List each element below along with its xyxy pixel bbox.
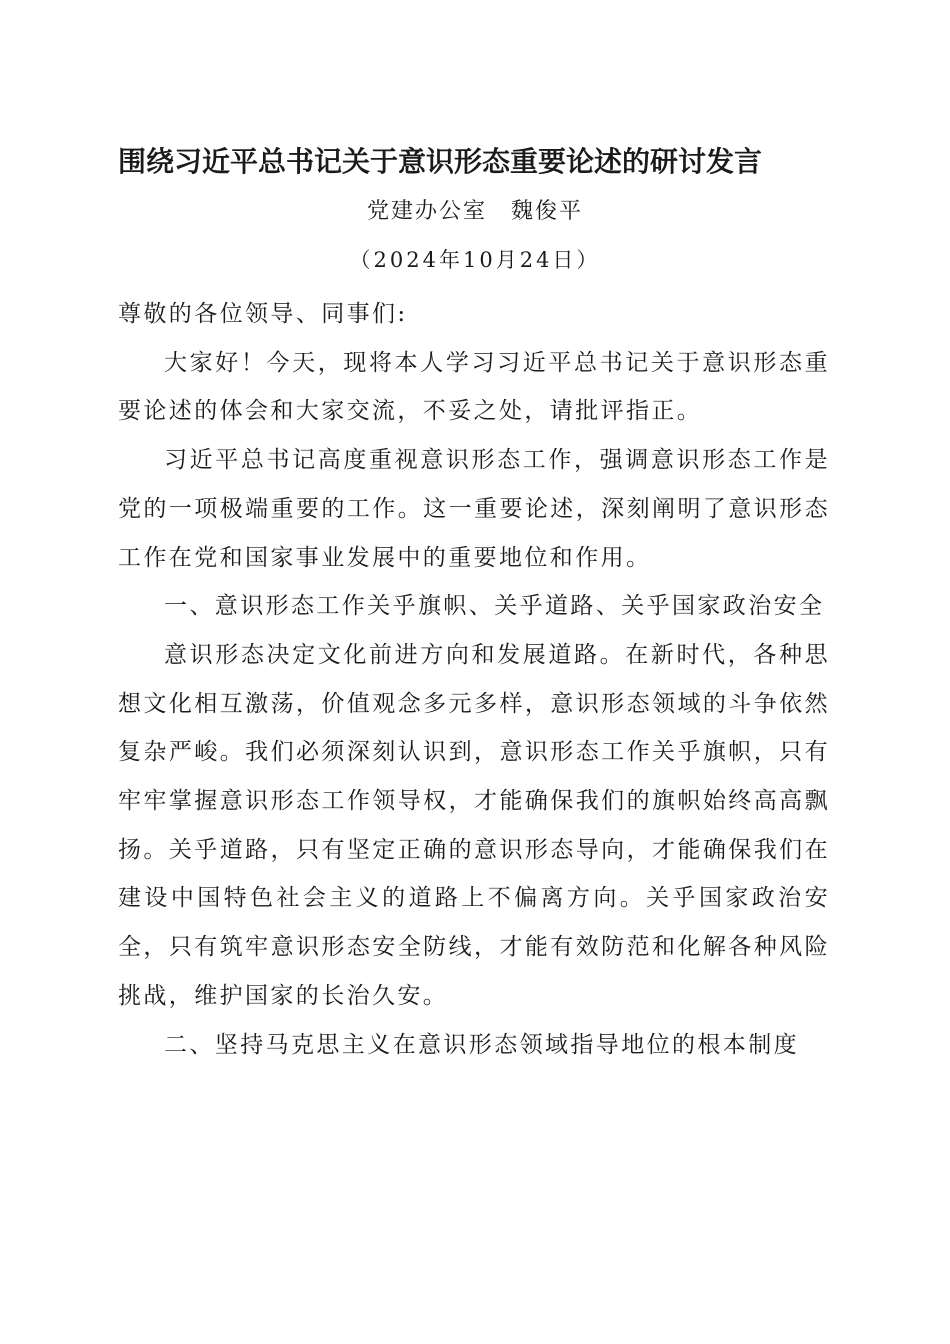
section-heading-1: 一、意识形态工作关乎旗帜、关乎道路、关乎国家政治安全	[164, 593, 825, 620]
greeting: 尊敬的各位领导、同事们:	[118, 301, 408, 327]
paragraph-opening: 大家好！今天，现将本人学习习近平总书记关于意识形态重要论述的体会和大家交流，不妥之处，请批评指正。	[118, 349, 830, 425]
section-heading-2: 二、坚持马克思主义在意识形态领域指导地位的根本制度	[164, 1031, 799, 1058]
author-line: 党建办公室 魏俊平	[366, 199, 583, 224]
date-line: （2024年10月24日）	[349, 248, 601, 272]
document-title: 围绕习近平总书记关于意识形态重要论述的研讨发言	[118, 145, 763, 178]
paragraph-intro: 习近平总书记高度重视意识形态工作，强调意识形态工作是党的一项极端重要的工作。这一重要论述，深刻阐明了意识形态工作在党和国家事业发展中的重要地位和作用。	[118, 447, 830, 571]
document-body	[118, 290, 830, 1069]
paragraph-section-1: 意识形态决定文化前进方向和发展道路。在新时代，各种思想文化相互激荡，价值观念多元多样，意识形态领域的斗争依然复杂严峻。我们必须深刻认识到，意识形态工作关乎旗帜，只有牢牢掌握意识形态工作领导权，才能确保我们的旗帜始终高高飘扬。关乎道路，只有坚定正确的意识形态导向，才能确保我们在建设中国特色社会主义的道路上不偏离方向。关乎国家政治安全，只有筑牢意识形态安全防线，才能有效防范和化解各种风险挑战，维护国家的长治久安。	[118, 641, 830, 1009]
